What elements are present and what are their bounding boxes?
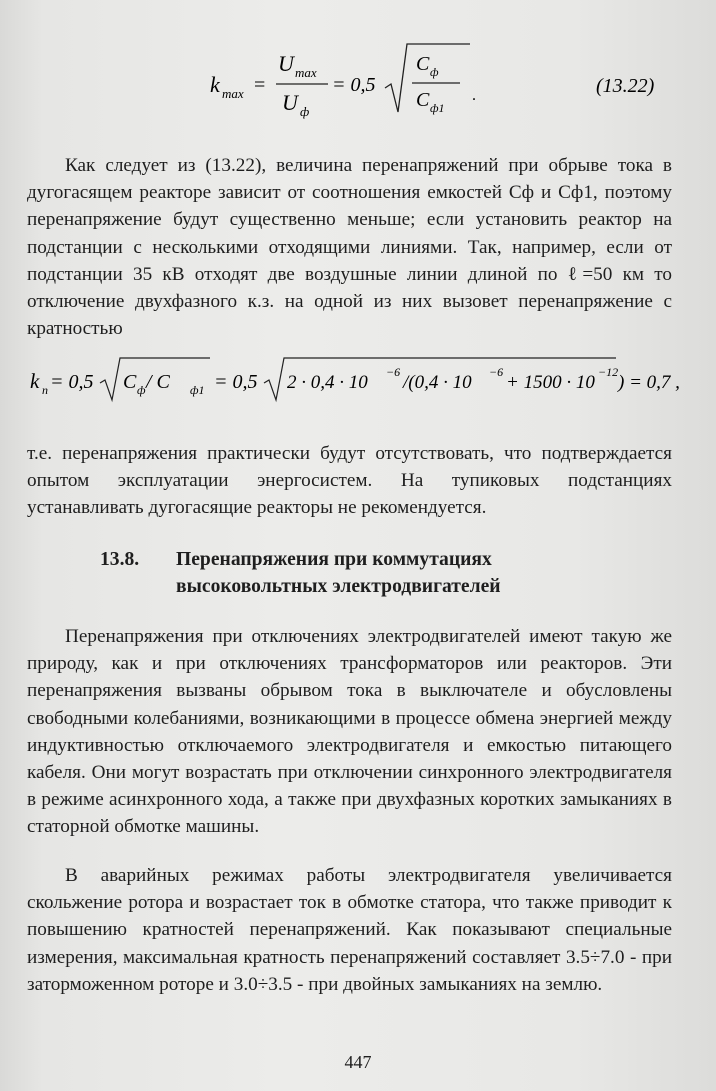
section-number: 13.8. bbox=[100, 549, 140, 570]
coef-1: = 0,5 bbox=[50, 371, 94, 393]
radical-denominator: C bbox=[416, 89, 430, 111]
paragraph-3: Перенапряжения при отключениях электродвигателей имеют такую же природу, как и при отключениях трансформаторов или реакторов. Эти перенапряжения вызваны обрывом тока в выключателе и обусловлены свободными колебаниями, возникающими в процессе обмена энергией между индуктивностью отключаемого электродвигателя и емкостью питающего кабеля. Они могут возрастать при отключении синхронного электродвигателя в режиме асинхронного хода, а также при двухфазных коротких замыканиях в статорной обмотке машины. bbox=[27, 626, 672, 838]
equals-sign: = bbox=[254, 74, 266, 96]
paragraph-1: Как следует из (13.22), величина перенапряжений при обрыве тока в дугогасящем реакторе зависит от соотношения емкостей Cф и Cф1, поэтому перенапряжение будут существенно меньше; если установить реактор на подстанции с несколькими отходящими линиями. Так, например, если от подстанции 35 кВ отходят две воздушные линии длиной по ℓ=50 км то отключение двухфазного к.з. на одной из них вызовет перенапряжение с кратностью bbox=[27, 155, 672, 340]
equation-number: (13.22) bbox=[596, 75, 655, 97]
radicand-3: + 1500 · 10 bbox=[506, 372, 595, 393]
section-title-line-1: Перенапряжения при коммутациях bbox=[176, 549, 492, 570]
paragraph-2: т.е. перенапряжения практически будут отсутствовать, что подтверждается опытом эксплуатации энергосистем. На тупиковых подстанциях устанавливать дугогасящие реакторы не рекомендуется. bbox=[27, 443, 672, 519]
kmax-subscript: max bbox=[222, 86, 244, 101]
radical-numerator: C bbox=[416, 53, 430, 75]
denominator-u: U bbox=[282, 90, 298, 115]
period-dot: . bbox=[472, 87, 476, 104]
kmax-symbol: k bbox=[210, 72, 220, 97]
paragraph-4: В аварийных режимах работы электродвигателя увеличивается скольжение ротора и возрастает ток в обмотке статора, что также приводит к повышению кратностей перенапряжений. Как показывают специальные измерения, максимальная кратность перенапряжений составляет 3.5÷7.0 - при заторможенном роторе и 3.0÷3.5 - при двойных замыканиях на землю. bbox=[27, 865, 672, 995]
numerator-u: U bbox=[278, 51, 294, 76]
numerator-sub: max bbox=[295, 65, 317, 80]
radicand-4: ) = 0,7 , bbox=[618, 372, 680, 393]
c-phi1-sub: ф1 bbox=[190, 383, 205, 397]
kn-subscript: n bbox=[42, 383, 48, 397]
formula-kn bbox=[20, 352, 710, 410]
kn-symbol: k bbox=[30, 369, 40, 393]
coef-2: = 0,5 bbox=[214, 371, 258, 393]
denominator-sub: ф bbox=[300, 104, 310, 119]
radicand-1: 2 · 0,4 · 10 bbox=[287, 372, 368, 393]
coefficient: = 0,5 bbox=[332, 74, 376, 96]
exponent-2: −6 bbox=[489, 365, 504, 379]
formula-13-22 bbox=[210, 40, 670, 120]
exponent-3: −12 bbox=[598, 365, 619, 379]
c-phi1: / C bbox=[146, 371, 170, 393]
c-phi-sub: ф bbox=[137, 383, 146, 397]
section-title-line-2: высоковольтных электродвигателей bbox=[176, 576, 501, 597]
radical-numerator-sub: ф bbox=[430, 65, 439, 79]
radicand-2: /(0,4 · 10 bbox=[403, 372, 472, 393]
radical-denominator-sub: ф1 bbox=[430, 101, 445, 115]
page-number: 447 bbox=[344, 1052, 372, 1072]
c-phi: C bbox=[123, 371, 137, 393]
exponent-1: −6 bbox=[386, 365, 401, 379]
